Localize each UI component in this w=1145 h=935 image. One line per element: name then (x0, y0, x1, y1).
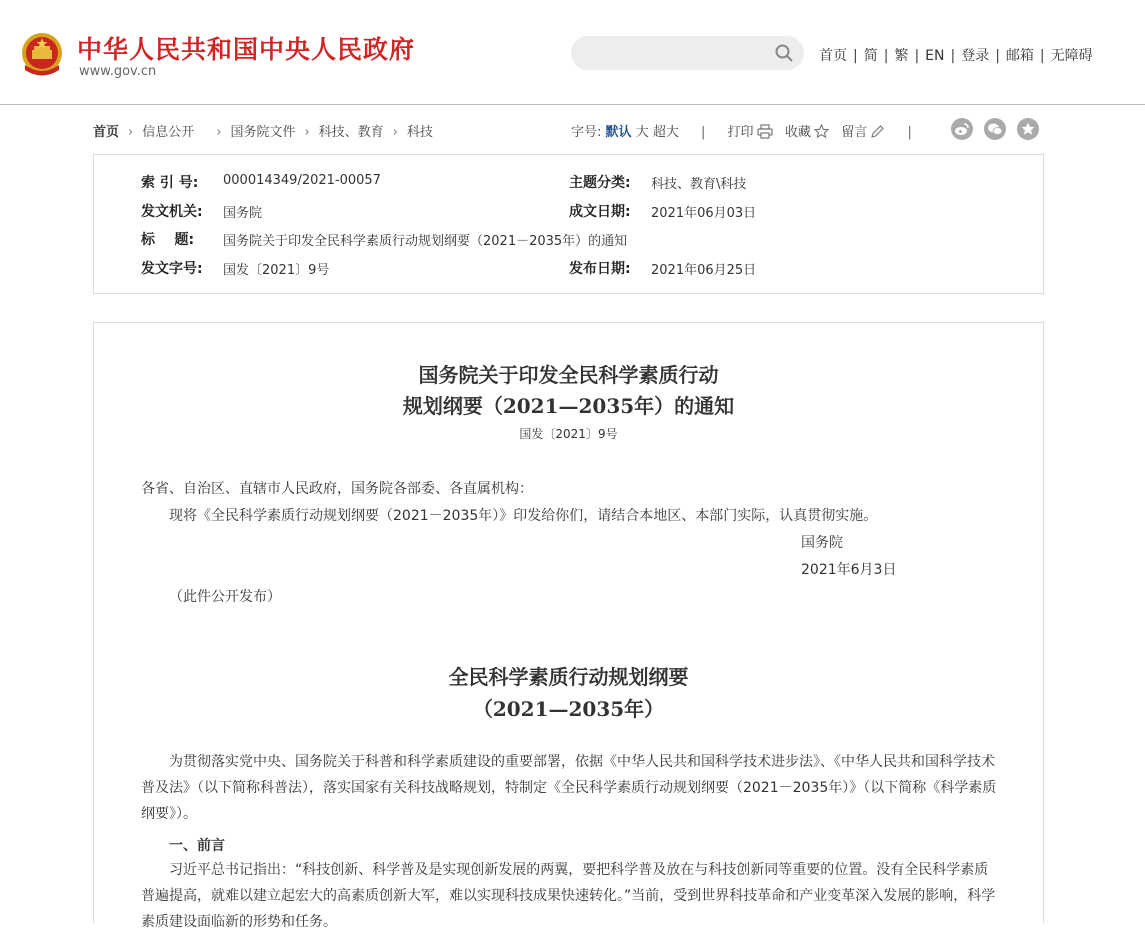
font-large-button[interactable]: 大 (635, 125, 649, 140)
social-share (951, 118, 1050, 144)
nav-separator: | (950, 48, 956, 64)
meta-published-label: 发布日期: (569, 261, 631, 277)
nav-login[interactable]: 登录 (961, 48, 990, 64)
nav-separator: | (1039, 48, 1045, 64)
article-signer: 国务院 (801, 535, 843, 551)
printer-icon (757, 124, 773, 143)
meta-index-label: 索 引 号: (141, 175, 199, 191)
meta-written-value: 2021年06月03日 (651, 206, 757, 221)
breadcrumb-info[interactable]: 信息公开 (142, 125, 195, 140)
chevron-right-icon: › (392, 125, 398, 140)
article-date: 2021年6月3日 (801, 562, 897, 578)
site-name[interactable]: 中华人民共和国中央人民政府 (77, 35, 416, 64)
article-public-note: （此件公开发布） (169, 589, 281, 605)
weibo-icon[interactable] (951, 118, 973, 140)
print-button[interactable] (728, 125, 773, 140)
search-input[interactable] (571, 36, 804, 70)
article-title-line1: 国务院关于印发全民科学素质行动 (418, 363, 719, 387)
document-meta-table (93, 154, 1044, 294)
star-icon (814, 124, 829, 143)
font-size-label: 字号: (571, 125, 602, 140)
pencil-icon (870, 124, 885, 143)
nav-mailbox[interactable]: 邮箱 (1005, 48, 1034, 64)
meta-category-label: 主题分类: (569, 175, 631, 191)
site-url: www.gov.cn (79, 64, 157, 79)
meta-issuer-value: 国务院 (223, 206, 263, 221)
breadcrumb-home[interactable]: 首页 (93, 125, 120, 140)
breadcrumb-bar (93, 120, 1044, 140)
search-icon[interactable] (774, 43, 794, 63)
nav-english[interactable]: EN (925, 48, 945, 64)
meta-title-value: 国务院关于印发全民科学素质行动规划纲要（2021－2035年）的通知 (223, 234, 628, 249)
section-heading: 一、前言 (169, 838, 225, 854)
font-xlarge-button[interactable]: 超大 (652, 125, 679, 140)
meta-title-label: 标 题: (141, 232, 195, 248)
meta-index-value: 000014349/2021-00057 (223, 173, 381, 188)
top-nav (819, 45, 1093, 65)
chevron-right-icon: › (128, 125, 134, 140)
meta-docno-label: 发文字号: (141, 261, 203, 277)
wechat-icon[interactable] (984, 118, 1006, 140)
print-label: 打印 (727, 125, 754, 140)
chevron-right-icon: › (216, 125, 222, 140)
outline-title: 全民科学素质行动规划纲要 (448, 665, 689, 689)
chevron-right-icon: › (304, 125, 310, 140)
font-default-button[interactable]: 默认 (605, 125, 632, 140)
breadcrumb-docs[interactable]: 国务院文件 (230, 125, 296, 140)
favorite-star-icon[interactable] (1017, 118, 1039, 140)
section-quote-paragraph: 习近平总书记指出：“科技创新、科学普及是实现创新发展的两翼，要把科学普及放在与科技创新同等重要的位置。没有全民科学素质普遍提高，就难以建立起宏大的高素质创新大军，难以实现科技成果快速转化。”当前，受到世界科技革命和产业变革深入发展的影响，科学素质建设面临新的形势和任务。 (141, 862, 996, 930)
comment-button[interactable] (841, 125, 885, 140)
outline-years: （2021—2035年） (472, 697, 665, 721)
nav-separator: | (995, 48, 1000, 64)
tools-separator: | (701, 125, 706, 140)
outline-intro-paragraph: 为贯彻落实党中央、国务院关于科普和科学素质建设的重要部署，依据《中华人民共和国科学技术进步法》、《中华人民共和国科学技术普及法》（以下简称科普法），落实国家有关科技战略规划，特制定《全民科学素质行动规划纲要（2021－2035年）》（以下简称《科学素质纲要》）。 (141, 754, 997, 822)
breadcrumb (93, 121, 433, 140)
breadcrumb-scitech[interactable]: 科技 (406, 125, 433, 140)
meta-written-label: 成文日期: (569, 204, 631, 220)
meta-docno-value: 国发〔2021〕9号 (223, 263, 330, 278)
article-title-line2: 规划纲要（2021—2035年）的通知 (402, 394, 735, 418)
meta-issuer-label: 发文机关: (141, 204, 203, 220)
article-tools (571, 121, 912, 143)
nav-traditional[interactable]: 繁 (894, 48, 909, 64)
article-doc-number: 国发〔2021〕9号 (519, 427, 618, 441)
nav-home[interactable]: 首页 (819, 48, 847, 64)
article-body (93, 322, 1044, 930)
nav-separator: | (914, 48, 920, 64)
nav-separator: | (853, 48, 858, 64)
breadcrumb-scitech-edu[interactable]: 科技、教育 (318, 125, 384, 140)
site-header (0, 0, 1145, 105)
article-body-text: 现将《全民科学素质行动规划纲要（2021－2035年）》印发给你们，请结合本地区、本部门实际，认真贯彻实施。 (169, 508, 878, 524)
meta-category-value: 科技、教育\科技 (651, 177, 747, 192)
nav-accessibility[interactable]: 无障碍 (1050, 48, 1093, 64)
favorite-button[interactable] (785, 125, 829, 140)
nav-simplified[interactable]: 简 (863, 48, 878, 64)
national-emblem-logo[interactable] (19, 31, 65, 79)
favorite-label: 收藏 (784, 125, 811, 140)
meta-published-value: 2021年06月25日 (651, 263, 757, 278)
nav-separator: | (883, 48, 889, 64)
article-addressee: 各省、自治区、直辖市人民政府，国务院各部委、各直属机构： (141, 481, 533, 497)
comment-label: 留言 (841, 125, 868, 140)
tools-separator: | (907, 125, 912, 140)
